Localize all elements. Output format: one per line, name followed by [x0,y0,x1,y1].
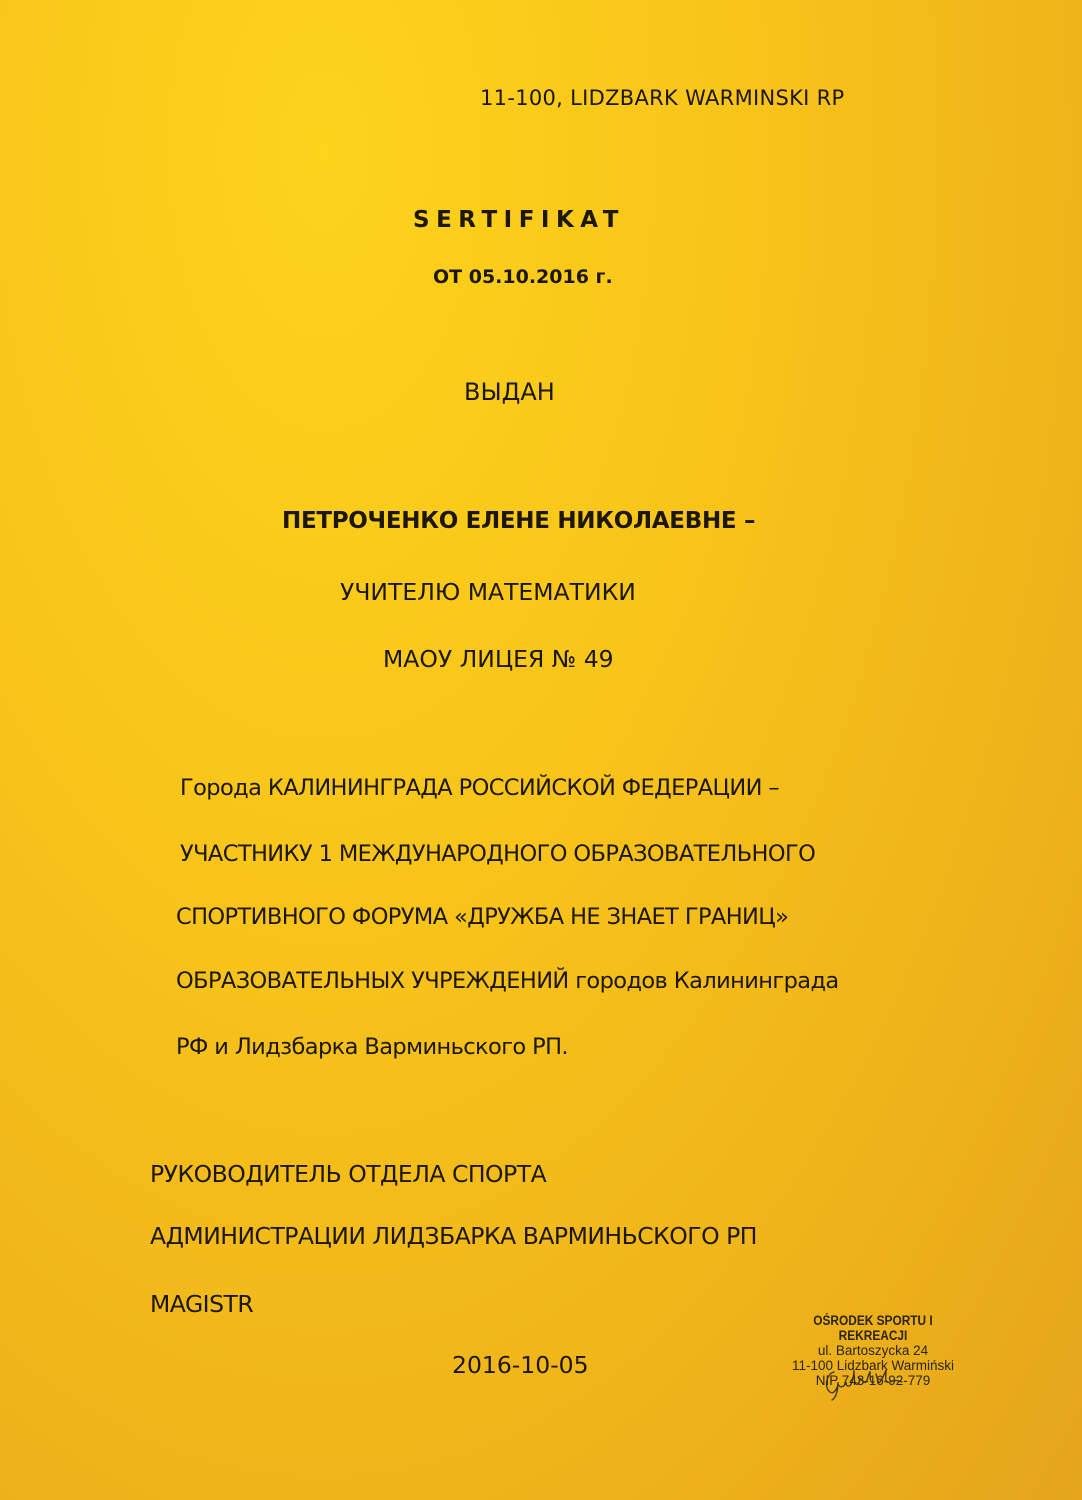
issued-label: ВЫДАН [464,378,555,406]
body-line: Города КАЛИНИНГРАДА РОССИЙСКОЙ ФЕДЕРАЦИИ – [180,775,780,801]
body-line: ОБРАЗОВАТЕЛЬНЫХ УЧРЕЖДЕНИЙ городов Калининграда [176,968,839,994]
recipient-role: УЧИТЕЛЮ МАТЕМАТИКИ [340,578,636,606]
stamp-city: 11-100 Lidzbark Warmiński [791,1358,955,1373]
body-line: СПОРТИВНОГО ФОРУМА «ДРУЖБА НЕ ЗНАЕТ ГРАНИЦ» [176,904,789,930]
body-line: РФ и Лидзбарка Варминьского РП. [176,1034,568,1060]
certificate-title: SERTIFIKAT [413,207,625,233]
recipient-school: МАОУ ЛИЦЕЯ № 49 [383,645,614,673]
stamp-organization: OŚRODEK SPORTU I REKREACJI [813,1313,933,1343]
signatory-degree: MAGISTR [150,1290,254,1318]
body-line: УЧАСТНИКУ 1 МЕЖДУНАРОДНОГО ОБРАЗОВАТЕЛЬНОГО [180,841,816,867]
signatory-administration: АДМИНИСТРАЦИИ ЛИДЗБАРКА ВАРМИНЬСКОГО РП [150,1222,757,1250]
certificate-date: ОТ 05.10.2016 г. [433,266,613,288]
recipient-name: ПЕТРОЧЕНКО ЕЛЕНЕ НИКОЛАЕВНЕ – [282,508,756,534]
stamp-street: ul. Bartoszycka 24 [817,1343,929,1358]
handwritten-signature-icon [820,1362,910,1406]
signatory-position: РУКОВОДИТЕЛЬ ОТДЕЛА СПОРТА [150,1160,547,1188]
stamp-nip: NIP 743-16-92-779 [815,1373,931,1388]
signature-date: 2016-10-05 [452,1351,589,1379]
header-address: 11-100, LIDZBARK WARMINSKI RP [480,86,845,110]
